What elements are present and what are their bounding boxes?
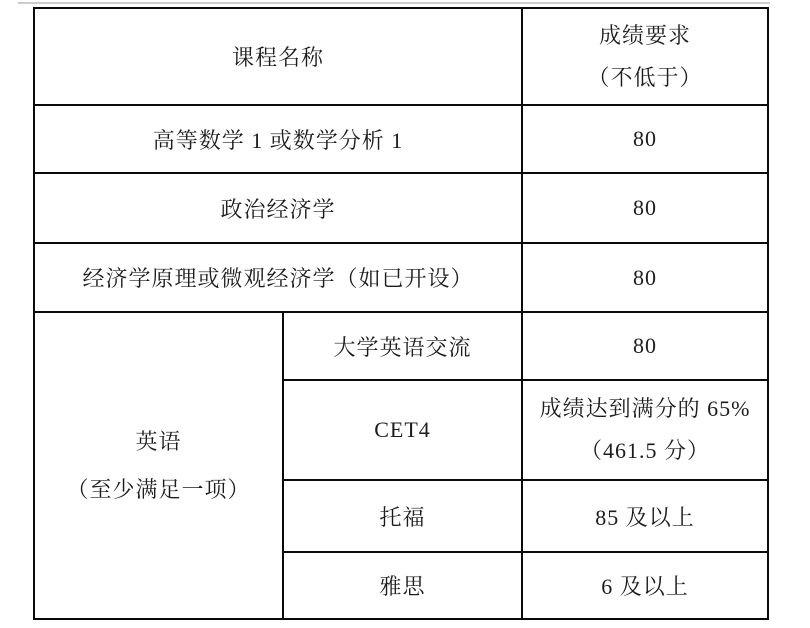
english-group-label-cell [34, 312, 283, 619]
table-row [34, 173, 768, 243]
requirement-cet4-line2: （461.5 分） [579, 438, 710, 463]
requirement-cell-ielts: 6 及以上 [522, 552, 768, 619]
table-row [34, 105, 768, 173]
header-requirement-line1: 成绩要求 [598, 22, 691, 48]
course-cell-advanced-math: 高等数学 1 或数学分析 1 [34, 105, 522, 173]
requirement-cet4-line1: 成绩达到满分的 65% [539, 396, 751, 421]
requirement-cell-cet4 [522, 380, 768, 480]
course-cell-political-economy: 政治经济学 [34, 173, 522, 243]
header-requirement-line2: （不低于） [587, 64, 703, 90]
course-cell-ielts: 雅思 [283, 552, 522, 619]
requirement-cell-college-english-communication: 80 [522, 312, 768, 380]
english-group-label-line2: （至少满足一项） [66, 476, 251, 502]
page-top-divider [18, 2, 770, 4]
course-cell-toefl: 托福 [283, 480, 522, 552]
requirement-cell-economics-principles: 80 [522, 243, 768, 312]
course-cell-college-english-communication: 大学英语交流 [283, 312, 522, 380]
table-row [34, 312, 768, 380]
grade-requirements-table [33, 7, 769, 620]
requirement-cell-advanced-math: 80 [522, 105, 768, 173]
header-requirement-cell [522, 8, 768, 105]
header-course-name-cell: 课程名称 [34, 8, 522, 105]
table-row [34, 8, 768, 105]
requirement-cell-political-economy: 80 [522, 173, 768, 243]
english-group-label-line1: 英语 [135, 428, 182, 454]
course-cell-economics-principles: 经济学原理或微观经济学（如已开设） [34, 243, 522, 312]
table-row [34, 243, 768, 312]
requirement-cell-toefl: 85 及以上 [522, 480, 768, 552]
course-cell-cet4: CET4 [283, 380, 522, 480]
